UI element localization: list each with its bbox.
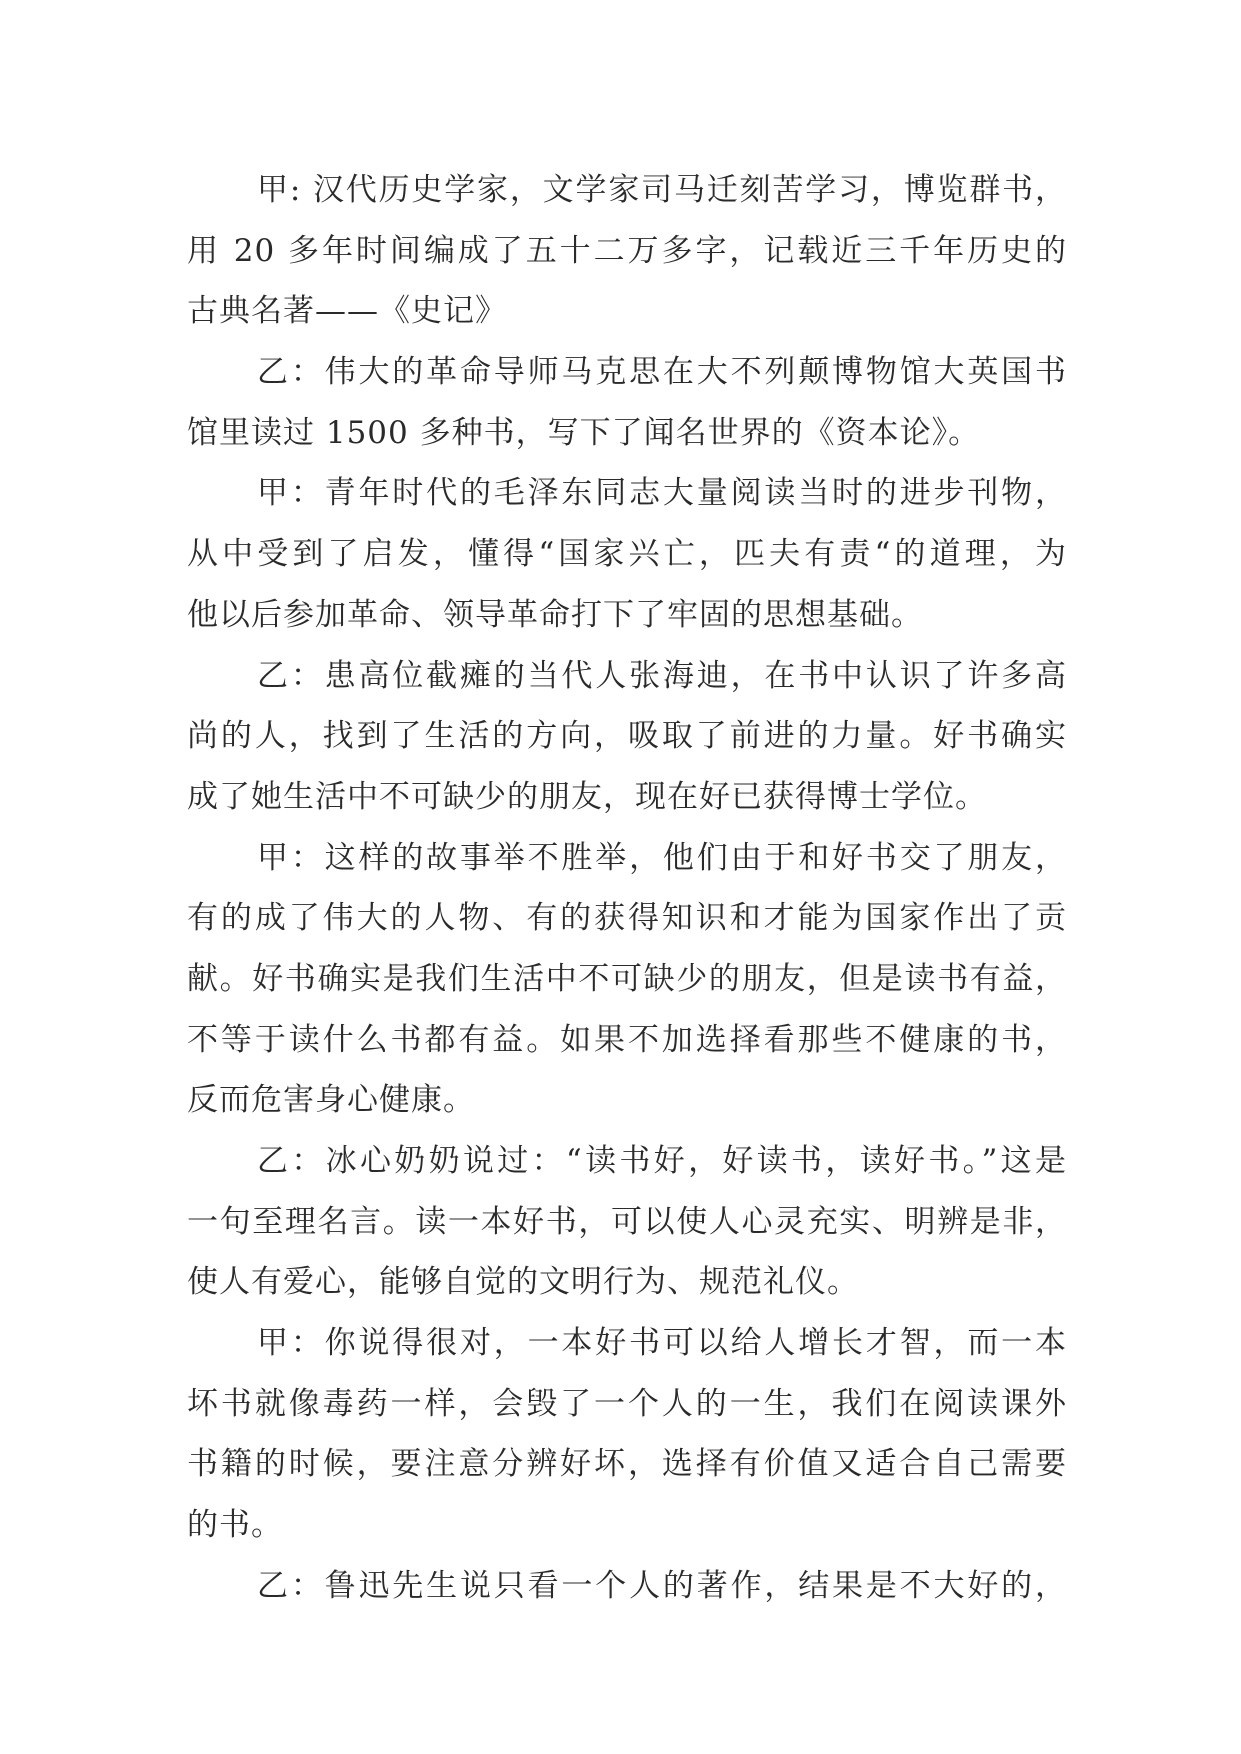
text-line: 一句至理名言。读一本好书，可以使人心灵充实、明辨是非， [187,1203,1067,1240]
dialogue-text [187,160,1067,1617]
text-line: 献。好书确实是我们生活中不可缺少的朋友，但是读书有益， [187,960,1067,997]
paragraph [187,1556,1067,1617]
text-line: 从中受到了启发，懂得“国家兴亡，匹夫有责“的道理，为 [187,536,1067,573]
text-line: 坏书就像毒药一样，会毁了一个人的一生，我们在阅读课外 [187,1385,1067,1422]
text-line: 乙：鲁迅先生说只看一个人的著作，结果是不大好的， [257,1567,1067,1604]
text-line: 他以后参加革命、领导革命打下了牢固的思想基础。 [187,596,923,633]
paragraph [187,646,1067,828]
text-line: 的书。 [187,1507,283,1544]
text-line: 用 20 多年时间编成了五十二万多字，记载近三千年历史的 [187,232,1067,269]
text-line: 乙：患高位截瘫的当代人张海迪，在书中认识了许多高 [257,657,1067,694]
paragraph [187,828,1067,1131]
paragraph [187,1131,1067,1313]
text-line: 成了她生活中不可缺少的朋友，现在好已获得博士学位。 [187,778,987,815]
text-line: 馆里读过 1500 多种书，写下了闻名世界的《资本论》。 [187,414,981,451]
text-line: 甲：你说得很对，一本好书可以给人增长才智，而一本 [257,1325,1067,1362]
text-line: 古典名著——《史记》 [187,293,507,330]
paragraph [187,342,1067,463]
paragraph [187,463,1067,645]
text-line: 乙：伟大的革命导师马克思在大不列颠博物馆大英国书 [257,354,1067,391]
text-line: 甲: 汉代历史学家，文学家司马迁刻苦学习，博览群书， [257,172,1067,208]
text-line: 甲：青年时代的毛泽东同志大量阅读当时的进步刊物， [257,475,1067,512]
paragraph [187,1313,1067,1556]
text-line: 尚的人，找到了生活的方向，吸取了前进的力量。好书确实 [187,718,1067,755]
text-line: 反而危害身心健康。 [187,1082,475,1119]
text-line: 乙：冰心奶奶说过：“读书好，好读书，读好书。”这是 [257,1143,1067,1179]
text-line: 甲：这样的故事举不胜举，他们由于和好书交了朋友， [257,839,1067,876]
text-line: 书籍的时候，要注意分辨好坏，选择有价值又适合自己需要 [187,1446,1067,1483]
paragraph [187,160,1067,342]
text-line: 不等于读什么书都有益。如果不加选择看那些不健康的书， [187,1021,1067,1058]
text-line: 有的成了伟大的人物、有的获得知识和才能为国家作出了贡 [187,900,1067,937]
text-line: 使人有爱心，能够自觉的文明行为、规范礼仪。 [187,1264,859,1301]
